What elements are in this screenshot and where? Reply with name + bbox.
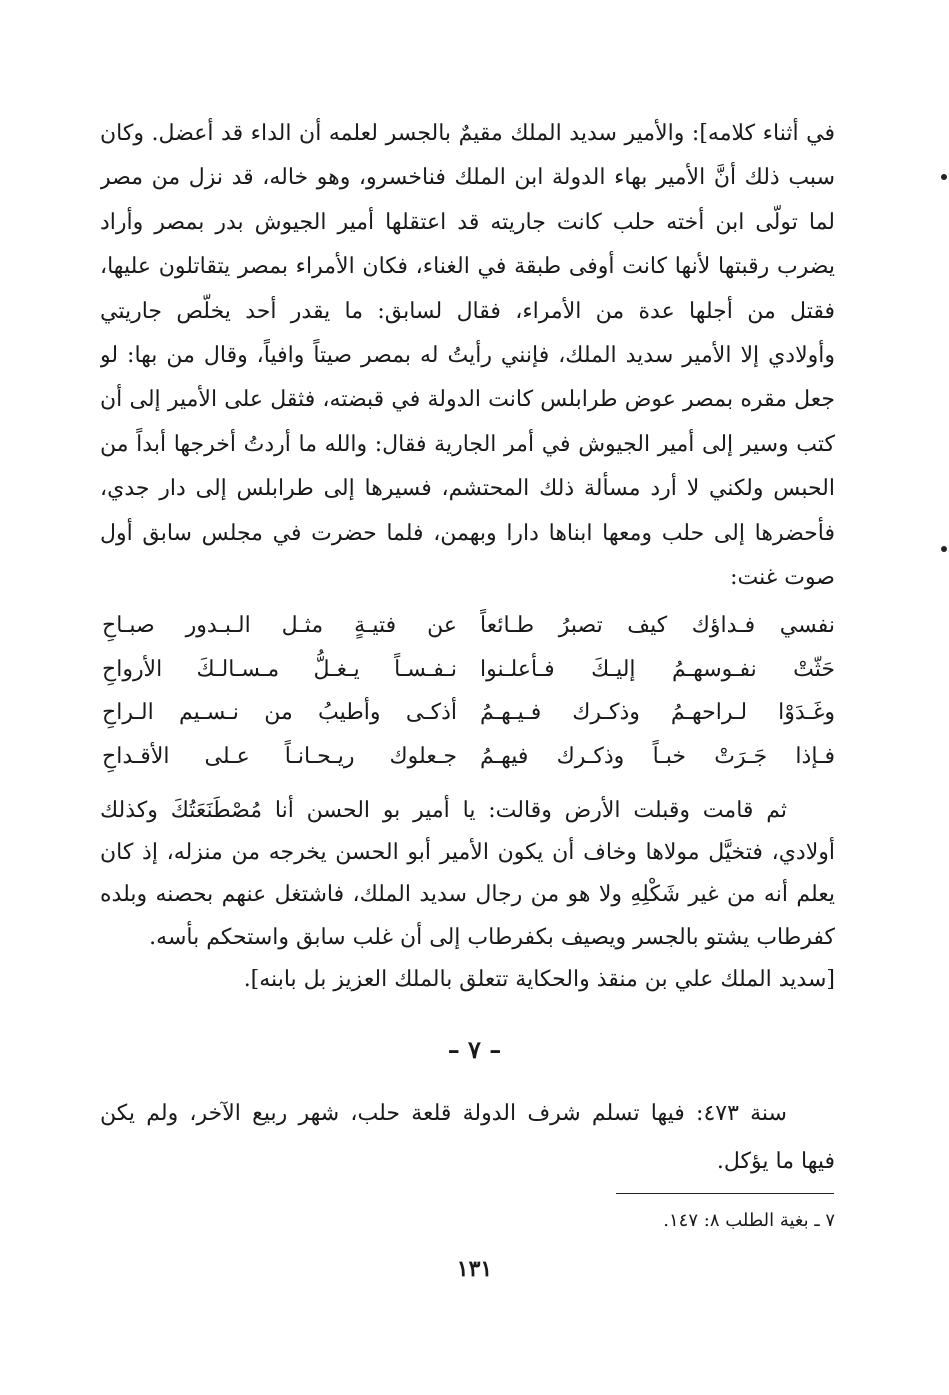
poem-verse: [102, 604, 835, 648]
poem: [102, 604, 835, 778]
section-number: – ٧ –: [447, 1035, 502, 1064]
verse-second-hemistich: جـعلوك ريـحـانـاً عـلى الأقـداحِ: [102, 743, 457, 769]
verse-second-hemistich: عن فتيـةٍ مثـل الـبـدور صبـاحِ: [102, 613, 457, 638]
text-line: جعل مقره بمصر عوض طرابلس كانت الدولة في قبضته، فثقل على الأمير إلى أن: [100, 387, 835, 413]
verse-first-hemistich: نفسي فـداؤك كيف تصبرُ طـائعاً: [480, 613, 835, 638]
body-paragraph-2: [100, 790, 835, 1001]
verse-second-hemistich: نـفـسـاً يـغـلُّ مـسـالـكَ الأرواحِ: [102, 656, 457, 682]
verse-first-hemistich: حَثّتْ نفـوسهـمُ إليـكَ فـأعلـنوا: [480, 656, 835, 682]
text-line: يضرب رقبتها لأنها كانت أوفى طبقة في الغناء، فكان الأمراء بمصر يتقاتلون عليها،: [100, 254, 835, 280]
poem-verse: [102, 648, 835, 692]
margin-mark: [941, 174, 947, 180]
text-line: كتب وسير إلى أمير الجيوش في أمر الجارية فقال: والله ما أردتُ أخرجها أبداً من: [100, 431, 835, 457]
poem-verse: [102, 691, 835, 735]
verse-first-hemistich: وغَـدَوْا لـراحهـمُ وذكـرك فـيـهـمُ: [480, 700, 835, 725]
text-line: [سديد الملك علي بن منقذ والحكاية تتعلق بالملك العزيز بل بابنه].: [243, 966, 835, 992]
text-line: لما تولّى ابن أخته حلب كانت جاريته قد اعتقلها أمير الجيوش بدر بمصر وأراد: [100, 209, 835, 235]
year-entry: [100, 1090, 835, 1186]
text-line: صوت غنت:: [730, 564, 835, 590]
text-line: في أثناء كلامه]: والأمير سديد الملك مقيمٌ بالجسر لعلمه أن الداء قد أعضل. وكان: [100, 121, 835, 146]
text-line: الحبس ولكني لا أرد مسألة ذلك المحتشم، فسيرها إلى طرابلس إلى دار جدي،: [100, 476, 835, 502]
text-line: فأحضرها إلى حلب ومعها ابناها دارا وبهمن، فلما حضرت في مجلس سابق أول: [100, 520, 835, 546]
text-line: يعلم أنه من غير شَكْلِهِ ولا هو من رجال سديد الملك، فاشتغل عنهم بحصنه وبلده: [100, 882, 835, 908]
text-line: ثم قامت وقبلت الأرض وقالت: يا أمير بو الحسن أنا مُصْطَنَعَتُكَ وكذلك: [100, 798, 787, 823]
text-line: وأولادي إلا الأمير سديد الملك، فإنني رأيتُ له بمصر صيتاً وافياً، وقال من بها: لو: [100, 342, 835, 368]
text-line: سنة ٤٧٣: فيها تسلم شرف الدولة قلعة حلب، شهر ربيع الآخر، ولم يكن: [100, 1101, 787, 1126]
footnote: ٧ ـ بغية الطلب ٨: ١٤٧.: [663, 1210, 835, 1231]
margin-mark: [941, 546, 947, 552]
text-line: فيها ما يؤكل.: [716, 1149, 835, 1174]
text-line: سبب ذلك أنَّ الأمير بهاء الدولة ابن الملك فناخسرو، وهو خاله، قد نزل من مصر: [100, 165, 835, 191]
footnote-divider: [616, 1193, 834, 1194]
poem-verse: [102, 735, 835, 779]
text-line: كفرطاب يشتو بالجسر ويصيف بكفرطاب إلى أن غلب سابق واستحكم بأسه.: [149, 924, 835, 950]
verse-second-hemistich: أذكـى وأطيبُ من نـسـيم الـراحِ: [102, 700, 457, 725]
text-line: أولادي، فتخيَّل مولاها وخاف أن يكون الأمير أبو الحسن يخرجه من منزله، إذ كان: [100, 840, 835, 866]
text-line: فقتل من أجلها عدة من الأمراء، فقال لسابق: ما يقدر أحد يخلّص جاريتي: [100, 298, 835, 324]
verse-first-hemistich: فـإذا جَـرَتْ خبـاً وذكـرك فيهـمُ: [480, 743, 835, 769]
page-number: ١٣١: [456, 1256, 493, 1282]
body-paragraph-1: [100, 112, 835, 600]
